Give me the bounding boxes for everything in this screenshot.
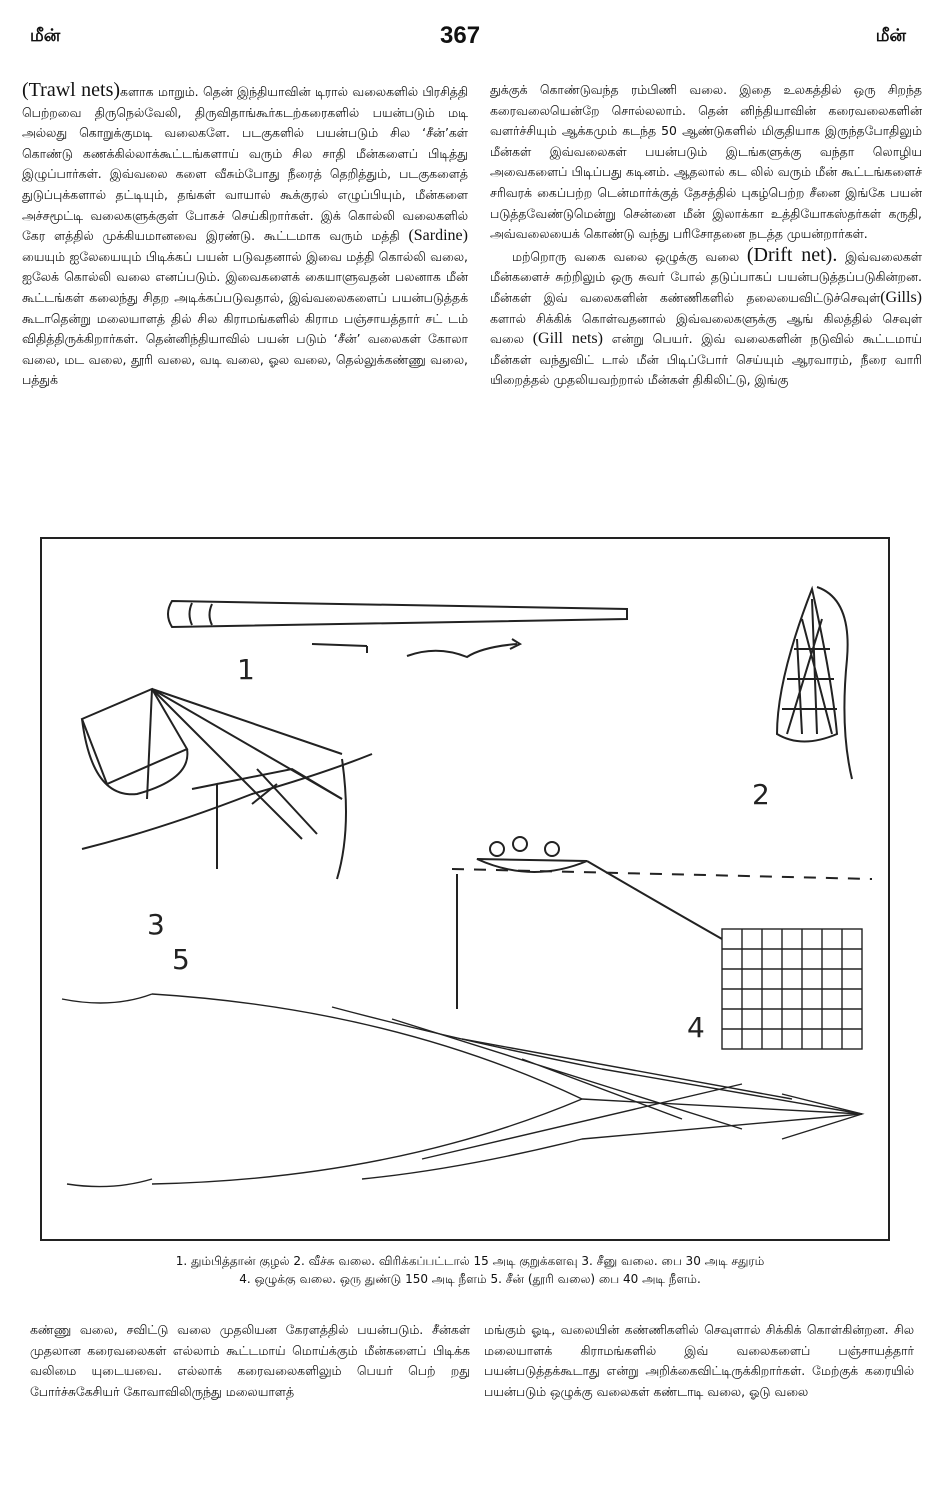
caption-line: 1. தும்பித்தான் குழல் 2. வீச்சு வலை. விரிக்கப்பட்டால் 15 அடி குறுக்களவு 3. சீனு வலை. பை 30 அடி சதுரம் [175,1254,765,1268]
text-column-top-left [22,80,468,391]
paragraph-text: யையும் ஐலேயையும் பிடிக்கப் பயன் படுவதனால் இவை மத்தி கொல்லி வலை, ஐலேக் கொல்லி வலை எனப்படும். இவைகளைக் கையாளுவதன் பலனாக மீன் கூட்டங்கள் கலைந்து சிதற அடிக்கப்படுவதால், இவ்வலைகளைப் பயன்படுத்தக் கூடாதென்று மலையாளத் தில் சில கிராமங்களில் கிராம பஞ்சாயத்தார் சட் டம் விதித்திருக்கிறார்கள். தென்னிந்தியாவில் பயன் படும் ‘சீன்’ வலைகள் கோலா வலை, மட வலை, தூரி வலை, வடி வலை, ஓல வலை, தெல்லுக்கண்ணு வலை, பத்துக் [22,248,468,388]
paragraph [22,80,468,391]
chinese-net-drawing [82,689,372,879]
paragraph: மங்கும் ஓடி, வலையின் கண்ணிகளில் செவுளால் சிக்கிக் கொள்கின்றன. சில மலையாளக் கிராமங்களில் இவ் வலைகளைப் பஞ்சாயத்தார் பயன்படுத்தக்கூடாது என்று அறிக்கைவிட்டிருக்கிறார்கள். மேற்குக் கரையில் பயன்படும் ஒழுக்கு வலைகள் கண்டாடி வலை, ஓடு வலை [484,1322,914,1399]
fishing-nets-illustration [40,537,890,1241]
running-header-right: மீன் [875,26,906,46]
net-drawings [42,539,888,1239]
caption-line: 4. ஒழுக்கு வலை. ஒரு துண்டு 150 அடி நீளம் 5. சீன் (தூரி வலை) பை 40 அடி நீளம். [239,1272,701,1286]
text-column-bottom-left [30,1320,470,1402]
figure-label-5: 5 [172,943,190,976]
figure-label-1: 1 [237,653,255,686]
paragraph-text: இவ்வலைகள் மீன்களைச் சுற்றிலும் ஒரு சுவர் போல் தடுப்பாகப் பயன்படுத்தப்படுகின்றன. மீன்கள் இவ் வலைகளின் கண்ணிகளில் தலையைவிட்டுச்செவுள் [490,248,922,305]
paragraph-text: மற்றொரு வகை வலை ஒழுக்கு வலை [512,248,740,264]
boat-drawing [452,837,872,1009]
paragraph [490,245,922,391]
text-column-top-right [490,80,922,391]
english-term: (Drift net). [746,243,838,266]
english-term: (Gills) [880,288,922,306]
english-term: (Sardine) [408,227,468,245]
paragraph-text: துக்குக் கொண்டுவந்த ரம்பிணி வலை. இதை உலகத்தில் ஒரு சிறந்த கரைவலையென்றே சொல்லலாம். தென் னிந்தியாவின் கரைவலைகளின் வளர்ச்சியும் ஆக்கமும் கடந்த 50 ஆண்டுகளில் மிகுதியாக இருந்தபோதிலும் மீன்கள் இவ்வலைகள் பயன்படும் இடங்களுக்கு வந்தா லொழிய அவைகளைப் பிடிப்பது கடினம். ஆதலால் கட லில் வரும் மீன் கூட்டங்களைச் சரிவரக் கைப்பற்ற டென்மார்க்குத் தேசத்தில் புகழ்பெற்ற சீனை இங்கே பயன் படுத்தவேண்டுமென்று சென்னை மீன் இலாக்கா உத்தியோகஸ்தர்கள் கருதி, அவ்வலையைக் கொண்டு வந்து பரிசோதனை நடத்த முயன்றார்கள். [490,82,922,242]
paragraph-text: என்று பெயர். இவ் வலைகளின் நடுவில் கூட்டமாய் மீன்கள் வந்துவிட் டால் மீன் பிடிப்போர் செய்யும் ஆரவாரம், நீரை வாரி யிறைத்தல் முதலியவற்றால் மீன்கள் திகிலிட்டு, இங்கு [490,331,922,388]
paragraph: கண்ணு வலை, சவிட்டு வலை முதலியன கேரளத்தில் பயன்படும். சீன்கள் முதலான கரைவலைகள் எல்லாம் கூட்டமாய் மொய்க்கும் மீன்களைப் பிடிக்க வலிமை யுடையவை. எல்லாக் கரைவலைகளிலும் பெயர் பெற் றது போர்ச்சுகேசியர் கோவாவிலிருந்து மலையாளத் [30,1322,470,1399]
figure-caption [30,1252,910,1288]
figure-label-3: 3 [147,908,165,941]
paragraph-text: களால் சிக்கிக் கொள்வதனால் இவ்வலைகளுக்கு ஆங் கிலத்தில் செவுள் வலை [490,310,922,347]
paragraph [490,80,922,245]
drift-net-drawing [722,929,862,1049]
text-column-bottom-right [484,1320,914,1402]
english-term: (Trawl nets) [22,79,121,101]
tube-net-drawing [168,601,627,657]
english-term: (Gill nets) [532,330,603,348]
figure-label-4: 4 [687,1011,705,1044]
figure-label-2: 2 [752,778,770,811]
running-header-left: மீன் [30,26,61,46]
page-number: 367 [440,22,481,49]
paragraph-text: களாக மாறும். தென் இந்தியாவின் டிரால் வலைகளில் பிரசித்தி பெற்றவை திருநெல்வேலி, திருவிதாங்கூர்கடற்கரைகளில் பயன்படும் மடி அல்லது கொறுக்குமடி வலைகளே. படகுகளில் பயன்படும் சில ‘சீன்’கள் கொண்டு கணக்கில்லாக்கூட்டங்களாய் வரும் சில சாதி மீன்களைப் பிடித்து இழுப்பார்கள். இவ்வலை களை வீசும்போது நீரைத் தெறித்தும், படகுகளைத் துடுப்புக்களால் தட்டியும், தங்கள் வாயால் கூக்குரல் எழுப்பியும், மீன்களை அச்சமூட்டி வலைகளுக்குள் போகச் செய்கிறார்கள். இக் கொல்லி வலைகளில் கேர ளத்தில் முக்கியமானவை இரண்டு. கூட்டமாக வரும் மத்தி [22,84,469,244]
cast-net-drawing [777,587,852,779]
